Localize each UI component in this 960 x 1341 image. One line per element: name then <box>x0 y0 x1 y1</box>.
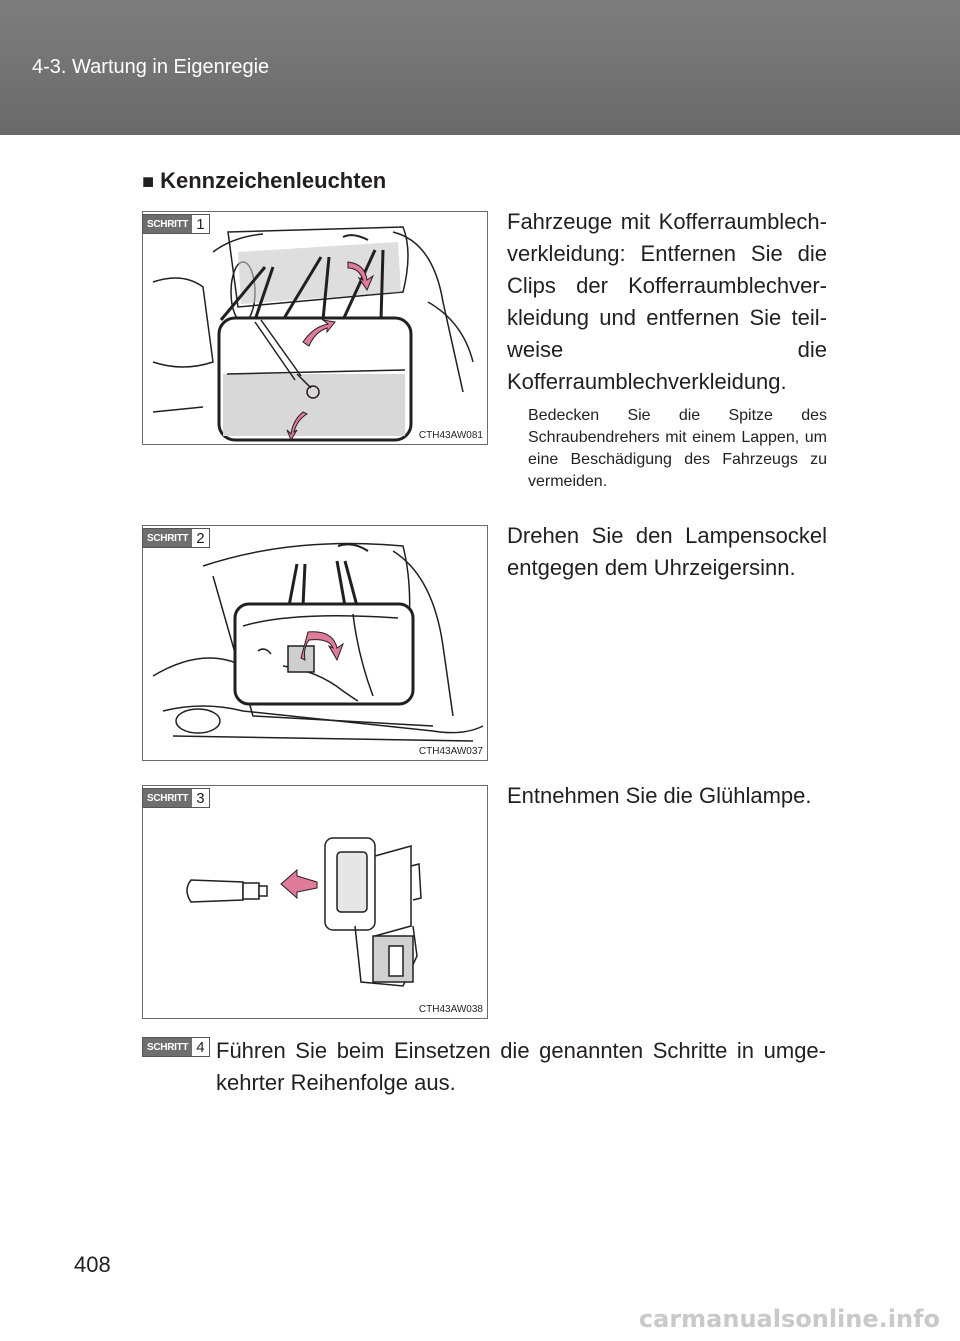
step-4-badge: SCHRITT 4 <box>142 1037 210 1057</box>
step-1-text: Fahrzeuge mit Kofferraumblech-verkleidung: Entfernen Sie die Clips der Kofferraumblechver-kleidung und entfernen Sie teil-weise die Kofferraumblechverkleidung. <box>507 209 827 394</box>
step-2-figure <box>142 525 488 761</box>
heading-title: Kennzeichenleuchten <box>160 168 387 193</box>
page-header <box>0 0 960 135</box>
figure-code: CTH43AW081 <box>418 430 483 441</box>
step-1-figure <box>142 211 488 445</box>
page-number: 408 <box>74 1252 111 1277</box>
figure-code: CTH43AW038 <box>418 1004 483 1015</box>
section-title: 4-3. Wartung in Eigenregie <box>32 56 270 78</box>
figure-code: CTH43AW037 <box>418 746 483 757</box>
lamp-socket-illustration <box>143 526 487 760</box>
step-2-badge: SCHRITT 2 <box>142 528 210 548</box>
step-3-text: Entnehmen Sie die Glühlampe. <box>507 783 812 808</box>
trunk-clip-illustration <box>143 212 487 444</box>
step-2-text: Drehen Sie den Lampensockel entgegen dem Uhrzeigersinn. <box>507 523 827 580</box>
step-1-badge: SCHRITT 1 <box>142 214 210 234</box>
step-1-note: Bedecken Sie die Spitze des Schraubendrehers mit einem Lappen, um eine Beschädigung des Fahrzeugs zu vermeiden. <box>528 407 827 490</box>
square-bullet-icon: ■ <box>142 171 155 193</box>
step-3-badge: SCHRITT 3 <box>142 788 210 808</box>
step-3-figure <box>142 785 488 1019</box>
watermark: carmanualsonline.info <box>638 1305 940 1333</box>
step-4-text: Führen Sie beim Einsetzen die genannten Schritte in umge-kehrter Reihenfolge aus. <box>216 1038 826 1095</box>
section-heading <box>142 168 386 194</box>
bulb-removal-illustration <box>143 786 487 1018</box>
